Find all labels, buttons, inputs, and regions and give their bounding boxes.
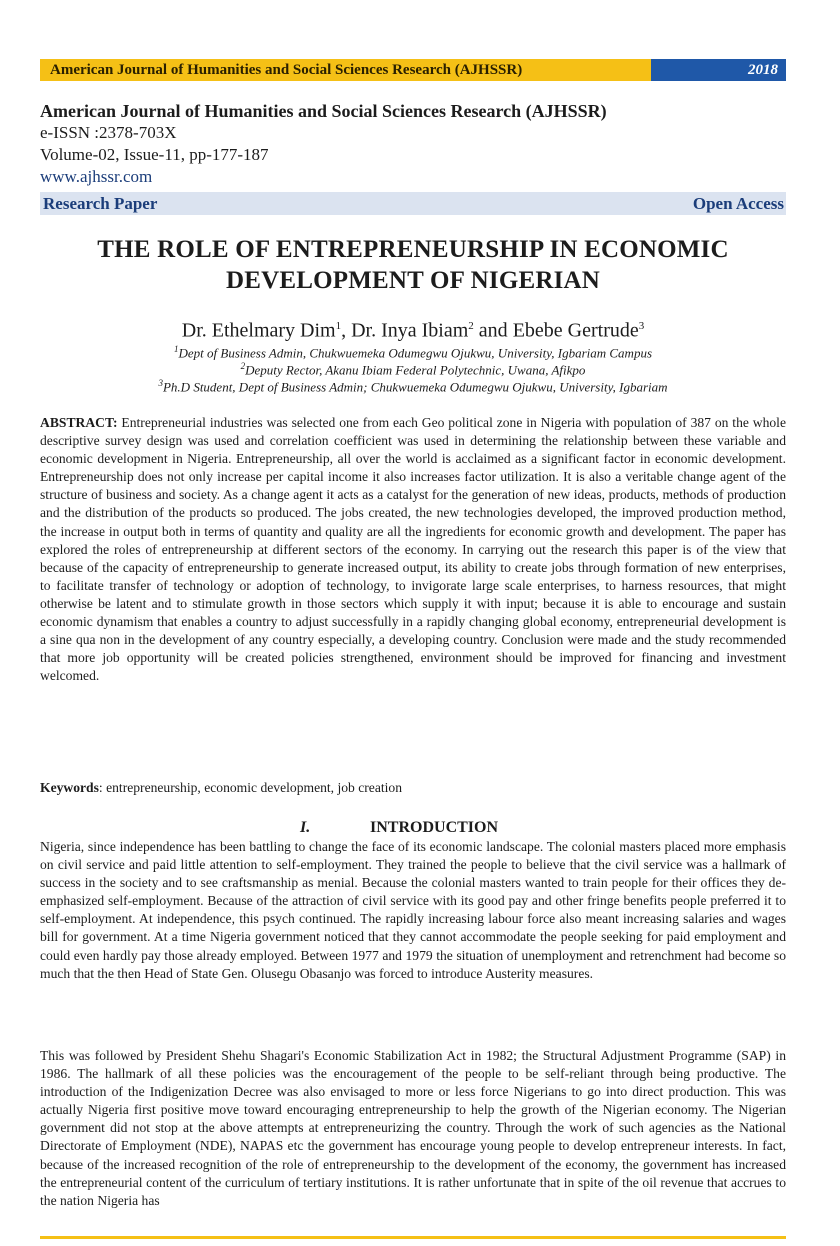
keywords-label: Keywords (40, 780, 99, 795)
journal-website-link[interactable]: www.ajhssr.com (40, 167, 153, 186)
abstract-text: Entrepreneurial industries was selected one from each Geo political zone in Nigeria with population of 387 on the whole descriptive survey design was used and correlation coefficient was used in determining the relationship between these variable and economic development in Nigeria. Entrepreneurship, all over the world is acclaimed as a significant factor in economic development. Entrepreneurship does not only increase per capital income it also increases factor utilization. It is also a veritable change agent of the structure of business and society. As a change agent it acts as a catalyst for the generation of new ideas, products, methods of production and the distribution of the products so produced. The jobs created, the new technologies developed, the improved production method, the increase in output both in terms of quantity and quality are all the ingredients for economic growth and development. The paper has explored the roles of entrepreneurship at different sectors of the economy. In carrying out the research this paper is of the view that because of the capacity of entrepreneurship to generate increased output, its ability to create jobs through formation of new enterprises, to facilitate transfer of technology or adoption of technology, to invigorate large scale enterprises, to harness resources, that might otherwise be latent and to stimulate growth in those sectors which supply it with input; because it is able to encourage and sustain economic dynamism that enables a country to adjust successfully in a rapidly changing global economy, entrepreneurial development is a sine qua non in the development of any country especially, a developing country. Conclusion were made and the study recommended that more job opportunity will be created policies strengthened, environment should be improved for financing and investment welcomed. (40, 415, 786, 684)
affiliation-3-text: Ph.D Student, Dept of Business Admin; Chukwuemeka Odumegwu Ojukwu, University, Igbariam (162, 379, 668, 395)
keywords-text: : entrepreneurship, economic development, job creation (98, 780, 403, 795)
affiliation-3 (40, 375, 786, 395)
author-3: Ebebe Gertrude (512, 319, 639, 342)
header-journal-name: American Journal of Humanities and Social Sciences Research (AJHSSR) (40, 59, 651, 81)
section-number: I. (300, 819, 311, 836)
intro-paragraph-1: Nigeria, since independence has been battling to change the face of its economic landscape. The colonial masters placed more emphasis on civil service and paid little attention to self-employment. They trained the people to believe that the civil service was a hallmark of success in the society and to see craftsmanship as menial. Because the colonial masters wanted to train people for their offices they de-emphasized self-employment. Because of the attraction of civil service with its good pay and other fringe benefits people preferred it to self-employment. At independence, this psych continued. The rapidly increasing labour force also meant increasing salaries and wages bill for government. At a time Nigeria government noticed that they cannot accommodate the people seeking for paid employment and could even hardly pay those already employed. Between 1977 and 1979 the situation of unemployment and retrenchment had become so much that the then Head of State Gen. Olusegu Obasanjo was forced to introduce Austerity measures. (40, 839, 786, 981)
author-1-sup: 1 (335, 320, 342, 332)
author-list (40, 313, 786, 344)
affiliation-3-sup: 3 (158, 378, 163, 388)
section-title: INTRODUCTION (370, 819, 499, 836)
paper-type-bar (40, 192, 786, 215)
affiliation-1-text: Dept of Business Admin, Chukwuemeka Odumegwu Ojukwu, University, Igbariam Campus (178, 345, 652, 361)
author-separator: and (473, 319, 513, 342)
paper-title (40, 234, 786, 296)
keywords (40, 779, 786, 797)
paper-type-label: Research Paper (43, 193, 158, 213)
author-separator: , (341, 319, 352, 342)
journal-volume: Volume-02, Issue-11, pp-177-187 (40, 145, 269, 164)
journal-issn: e-ISSN :2378-703X (40, 123, 177, 142)
affiliation-2-text: Deputy Rector, Akanu Ibiam Federal Polytechnic, Uwana, Afikpo (245, 362, 586, 378)
journal-header-bar (40, 59, 786, 81)
header-year: 2018 (651, 59, 786, 81)
footer-rule (40, 1236, 786, 1239)
paper-title-line-1: THE ROLE OF ENTREPRENEURSHIP IN ECONOMIC (97, 236, 729, 263)
journal-info (40, 100, 786, 188)
paper-title-line-2: DEVELOPMENT OF NIGERIAN (225, 267, 601, 294)
journal-title: American Journal of Humanities and Social Sciences Research (AJHSSR) (40, 101, 607, 121)
abstract (40, 414, 786, 685)
author-1: Dr. Ethelmary Dim (181, 319, 336, 342)
author-2: Dr. Inya Ibiam (351, 319, 469, 342)
author-3-sup: 3 (638, 320, 645, 332)
author-2-sup: 2 (468, 320, 474, 332)
abstract-label: ABSTRACT: (40, 415, 118, 430)
affiliation-2-sup: 2 (240, 361, 246, 371)
open-access-label: Open Access (692, 193, 784, 213)
affiliation-1-sup: 1 (174, 344, 179, 354)
intro-paragraph-2: This was followed by President Shehu Shagari's Economic Stabilization Act in 1982; the Structural Adjustment Programme (SAP) in 1986. The hallmark of all these policies was the encouragement of the people to be self-reliant through being productive. The introduction of the Indigenization Decree was also envisaged to more or less force Nigerians to go into direct production. This was actually Nigeria first positive move toward encouraging entrepreneurship to help the growth of the Nigerian economy. The Nigerian government did not stop at the above attempts at entrepreneurizing the country. Through the work of such agencies as the National Directorate of Employment (NDE), NAPAS etc the government has encourage young people to develop entrepreneur interests. In fact, because of the increased recognition of the role of entrepreneurship to the development of the economy, the government has increased the entrepreneurial content of the curriculum of tertiary institutions. It is rather unfortunate that in spite of the oil revenue that accrues to the nation Nigeria has (40, 1048, 786, 1208)
